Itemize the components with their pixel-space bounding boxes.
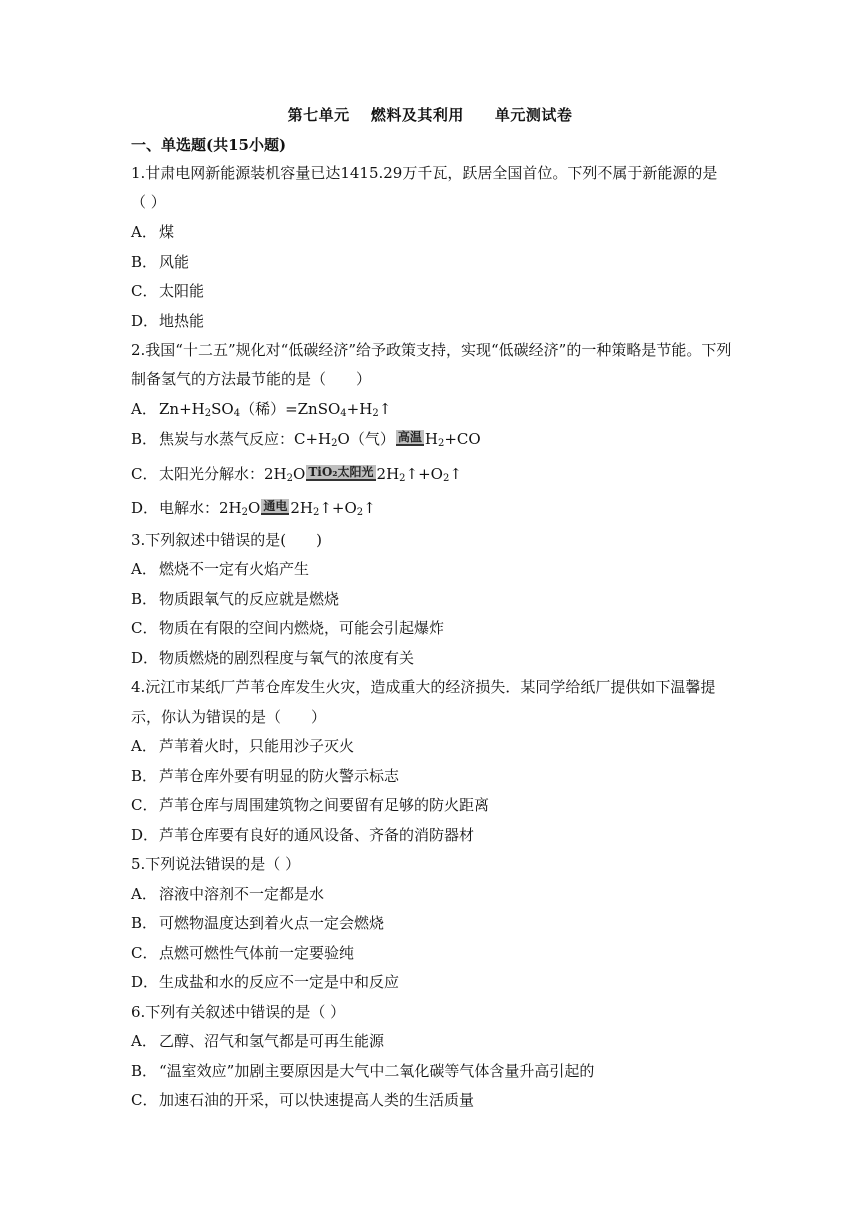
q1-option-b[interactable]: B． 风能 bbox=[131, 253, 190, 271]
question-4-stem-cont: 示，你认为错误的是（ ） bbox=[131, 708, 327, 726]
q2-option-c[interactable]: C． 太阳光分解水：$2H_2O$ TiO₂太阳光 $2H_2↑+O_2↑$ bbox=[131, 465, 462, 484]
q6-option-c[interactable]: C． 加速石油的开采，可以快速提高人类的生活质量 bbox=[131, 1091, 475, 1109]
q3-option-a[interactable]: A． 燃烧不一定有火焰产生 bbox=[131, 560, 310, 578]
section-heading: 一、单选题(共15小题) bbox=[131, 136, 287, 154]
question-2-stem: 2.我国“十二五”规化对“低碳经济”给予政策支持，实现“低碳经济”的一种策略是节能。下列 bbox=[131, 341, 732, 359]
q3-option-c[interactable]: C． 物质在有限的空间内燃烧，可能会引起爆炸 bbox=[131, 619, 445, 637]
q6-option-a[interactable]: A． 乙醇、沼气和氢气都是可再生能源 bbox=[131, 1032, 385, 1050]
question-2-stem-cont: 制备氢气的方法最节能的是（ ） bbox=[131, 370, 372, 388]
question-1-stem-cont: （ ） bbox=[131, 193, 166, 211]
q4-option-a[interactable]: A． 芦苇着火时，只能用沙子灭火 bbox=[131, 737, 355, 755]
q5-option-c[interactable]: C． 点燃可燃性气体前一定要验纯 bbox=[131, 944, 355, 962]
q3-option-b[interactable]: B． 物质跟氧气的反应就是燃烧 bbox=[131, 590, 340, 608]
q1-option-a[interactable]: A． 煤 bbox=[131, 223, 175, 241]
reaction-condition-electrolysis: 通电 bbox=[263, 499, 288, 513]
reaction-condition-sunlight: TiO₂太阳光 bbox=[308, 465, 374, 479]
q4-option-b[interactable]: B． 芦苇仓库外要有明显的防火警示标志 bbox=[131, 767, 400, 785]
q2-option-d[interactable]: D．电解水：$2H_2O$ 通电 $2H_2↑+O_2↑$ bbox=[131, 499, 376, 518]
question-4-stem: 4.沅江市某纸厂芦苇仓库发生火灾，造成重大的经济损失．某同学给纸厂提供如下温馨提 bbox=[131, 678, 716, 696]
q6-option-b[interactable]: B． “温室效应”加剧主要原因是大气中二氧化碳等气体含量升高引起的 bbox=[131, 1062, 595, 1080]
q5-option-b[interactable]: B． 可燃物温度达到着火点一定会燃烧 bbox=[131, 914, 385, 932]
page-title: 第七单元 燃料及其利用 单元测试卷 bbox=[287, 106, 573, 124]
question-6-stem: 6.下列有关叙述中错误的是（ ） bbox=[131, 1003, 346, 1021]
question-3-stem: 3.下列叙述中错误的是( ) bbox=[131, 531, 323, 549]
question-5-stem: 5.下列说法错误的是（ ） bbox=[131, 855, 301, 873]
q5-option-a[interactable]: A． 溶液中溶剂不一定都是水 bbox=[131, 885, 325, 903]
q1-option-d[interactable]: D．地热能 bbox=[131, 312, 205, 330]
q1-option-c[interactable]: C． 太阳能 bbox=[131, 282, 205, 300]
q2-option-a[interactable]: A． $Zn+H_2SO_4$（稀）$=ZnSO_4+H_2↑$ bbox=[131, 400, 392, 419]
question-1-stem: 1.甘肃电网新能源装机容量已达1415.29万千瓦，跃居全国首位。下列不属于新能源的是 bbox=[131, 164, 718, 182]
q2-option-b[interactable]: B． 焦炭与水蒸气反应：$C+H_2O$（气） 高温 $H_2+CO$ bbox=[131, 430, 481, 449]
q5-option-d[interactable]: D．生成盐和水的反应不一定是中和反应 bbox=[131, 973, 400, 991]
q4-option-c[interactable]: C． 芦苇仓库与周围建筑物之间要留有足够的防火距离 bbox=[131, 796, 490, 814]
q3-option-d[interactable]: D．物质燃烧的剧烈程度与氧气的浓度有关 bbox=[131, 649, 415, 667]
q4-option-d[interactable]: D．芦苇仓库要有良好的通风设备、齐备的消防器材 bbox=[131, 826, 475, 844]
reaction-condition-high-temp: 高温 bbox=[397, 430, 422, 444]
